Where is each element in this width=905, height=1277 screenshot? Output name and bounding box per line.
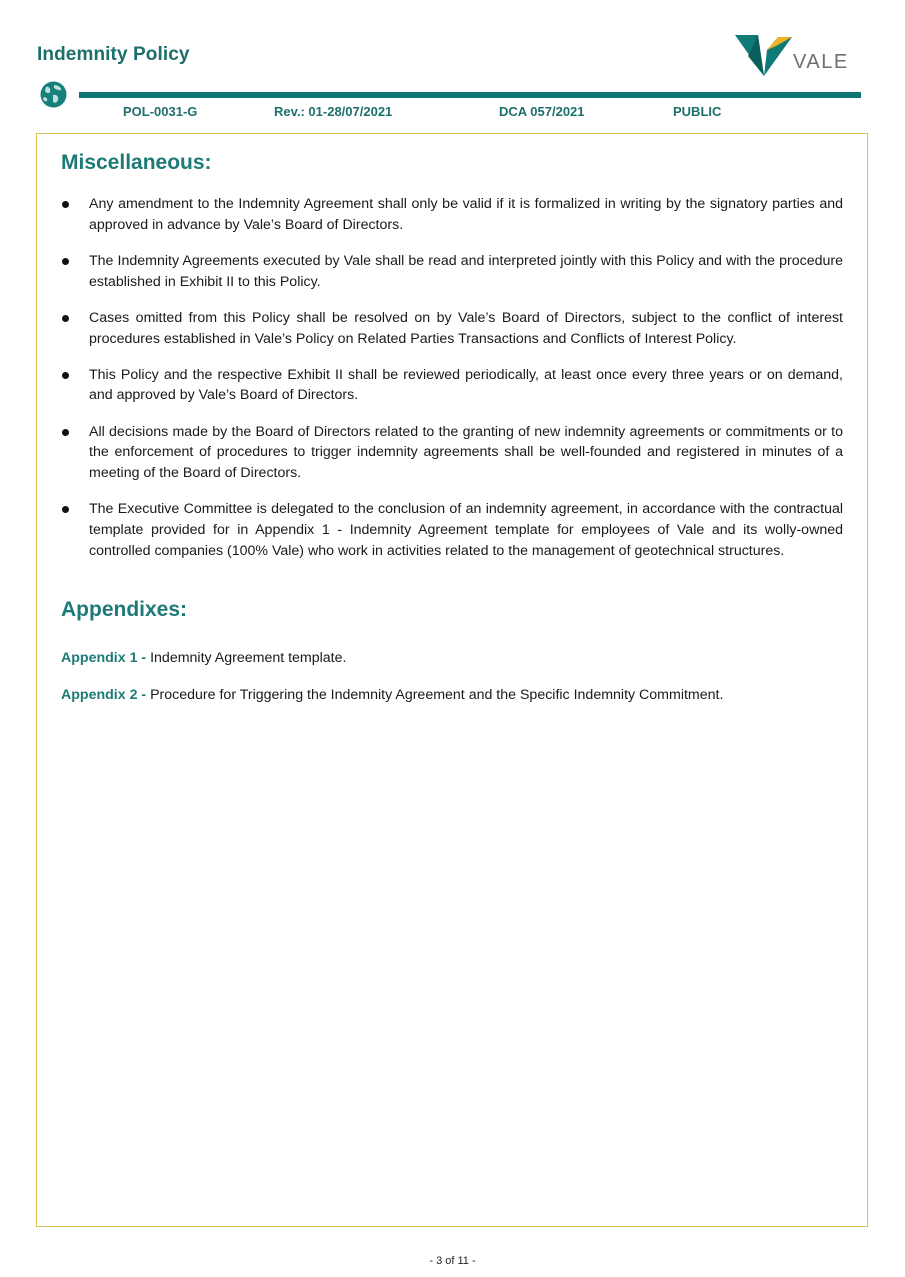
globe-icon: [40, 81, 67, 108]
appendixes-heading: Appendixes:: [61, 598, 188, 621]
list-item-text: The Indemnity Agreements executed by Vale shall be read and interpreted jointly with this Policy and with the procedure established in Exhibit II to this Policy.: [89, 252, 843, 290]
revision: Rev.: 01-28/07/2021: [274, 104, 393, 119]
list-item: [61, 251, 843, 292]
vale-logo-text: VALE: [793, 51, 849, 73]
list-item-text: The Executive Committee is delegated to the conclusion of an indemnity agreement, in accordance with the contractual template provided for in Appendix 1 - Indemnity Agreement template for employees of Vale and its wolly-owned controlled companies (100% Vale) who work in activities related to the management of geotechnical structures.: [89, 501, 843, 559]
bullet-icon: [62, 258, 69, 265]
list-item: [61, 308, 843, 349]
list-item-text: Cases omitted from this Policy shall be resolved on by Vale’s Board of Directors, subject to the conflict of interest procedures established in Vale’s Policy on Related Parties Transactions and Conflicts of Interest Policy.: [89, 309, 843, 347]
header-rule: [79, 92, 861, 98]
document-title: Indemnity Policy: [37, 44, 190, 65]
list-item: [61, 194, 843, 235]
approval-ref: DCA 057/2021: [499, 104, 585, 119]
appendix-2-text: Procedure for Triggering the Indemnity Agreement and the Specific Indemnity Commitment.: [150, 687, 724, 703]
vale-logo: [734, 32, 854, 80]
miscellaneous-heading: Miscellaneous:: [61, 151, 212, 174]
appendix-2-label: Appendix 2 -: [61, 687, 147, 703]
bullet-icon: [62, 429, 69, 436]
list-item: [61, 365, 843, 406]
list-item-text: Any amendment to the Indemnity Agreement shall only be valid if it is formalized in writing by the signatory parties and approved in advance by Vale’s Board of Directors.: [89, 196, 843, 233]
list-item: [61, 422, 843, 484]
page-number: - 3 of 11 -: [429, 1255, 476, 1267]
classification: PUBLIC: [673, 104, 722, 119]
bullet-icon: [62, 372, 69, 379]
miscellaneous-list: [61, 194, 843, 577]
list-item-text: This Policy and the respective Exhibit II shall be reviewed periodically, at least once every three years or on demand, and approved by Vale’s Board of Directors.: [89, 366, 843, 404]
vale-logo-icon: [734, 32, 794, 80]
appendix-1-text: Indemnity Agreement template.: [150, 650, 347, 666]
bullet-icon: [62, 201, 69, 208]
list-item-text: All decisions made by the Board of Directors related to the granting of new indemnity agreements or commitments or to the enforcement of procedures to trigger indemnity agreements shall be well-founded and registered in minutes of a meeting of the Board of Directors.: [89, 423, 843, 482]
appendix-2: [61, 685, 723, 705]
doc-code: POL-0031-G: [123, 104, 198, 119]
appendix-1-label: Appendix 1 -: [61, 650, 147, 666]
bullet-icon: [62, 506, 69, 513]
list-item: [61, 499, 843, 561]
bullet-icon: [62, 315, 69, 322]
appendix-1: [61, 648, 346, 668]
